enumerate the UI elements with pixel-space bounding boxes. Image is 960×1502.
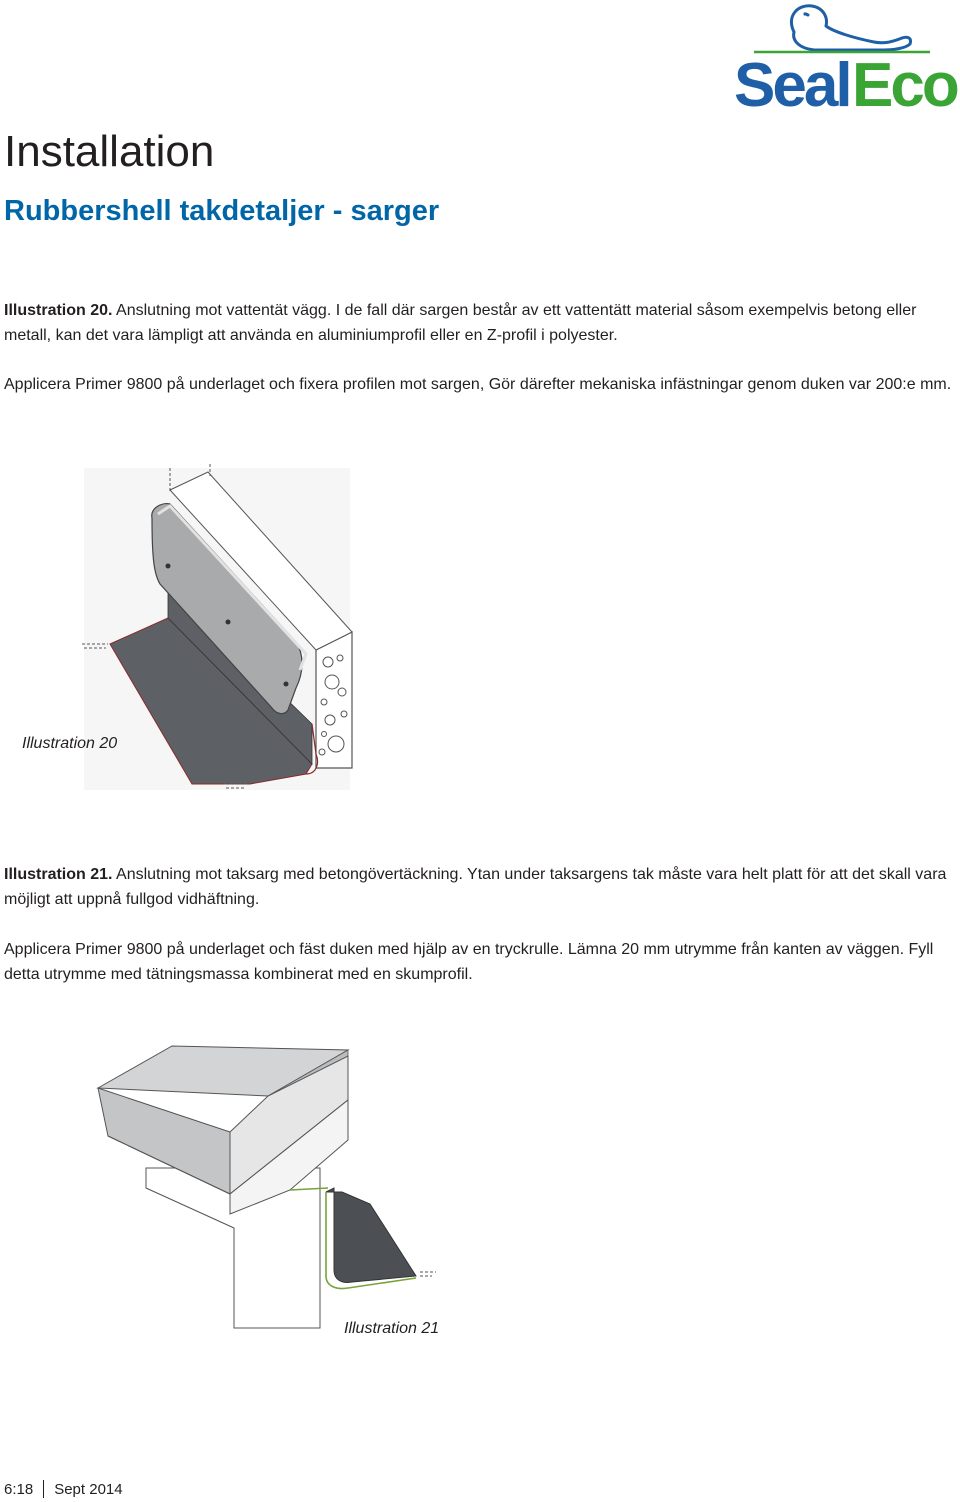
illustration-21 xyxy=(80,1028,450,1348)
logo-text-eco: Eco xyxy=(852,51,957,120)
illustration-20-caption: Illustration 20 xyxy=(22,735,118,752)
sealeco-logo xyxy=(734,2,957,120)
section21-text: Anslutning mot taksarg med betongövertäckning. Ytan under taksargens tak måste vara helt platt för att det skall vara möjligt att uppnå fullgod vidhäftning. xyxy=(4,866,947,908)
page-subtitle: Rubbershell takdetaljer - sarger xyxy=(4,195,440,227)
page-number: 6:18 xyxy=(4,1481,34,1498)
section21-label: Illustration 21. xyxy=(4,866,113,883)
footer-date: Sept 2014 xyxy=(54,1481,123,1498)
logo-text-seal: Seal xyxy=(734,51,850,120)
section20-text: Anslutning mot vattentät vägg. I de fall där sargen består av ett vattentätt material såsom exempelvis betong eller metall, kan det vara lämpligt att använda en aluminiumprofil eller en Z-profil i polyester. xyxy=(4,302,917,344)
section20-paragraph2: Applicera Primer 9800 på underlaget och fixera profilen mot sargen, Gör därefter mekaniska infästningar genom duken var 200:e mm. xyxy=(4,376,952,393)
seal-icon xyxy=(734,2,957,120)
section21-paragraph2: Applicera Primer 9800 på underlaget och fäst duken med hjälp av en tryckrulle. Lämna 20 mm utrymme från kanten av väggen. Fyll detta utrymme med tätningsmassa kombinerat med en skumprofil. xyxy=(4,941,934,983)
illustration-21-caption: Illustration 21 xyxy=(344,1320,440,1337)
section20-label: Illustration 20. xyxy=(4,302,113,319)
section20-paragraph xyxy=(4,298,954,348)
page-footer xyxy=(4,1480,123,1498)
section21-paragraph xyxy=(4,862,954,912)
page-title: Installation xyxy=(4,127,215,176)
illustration-20 xyxy=(22,462,355,797)
footer-divider xyxy=(43,1480,44,1498)
